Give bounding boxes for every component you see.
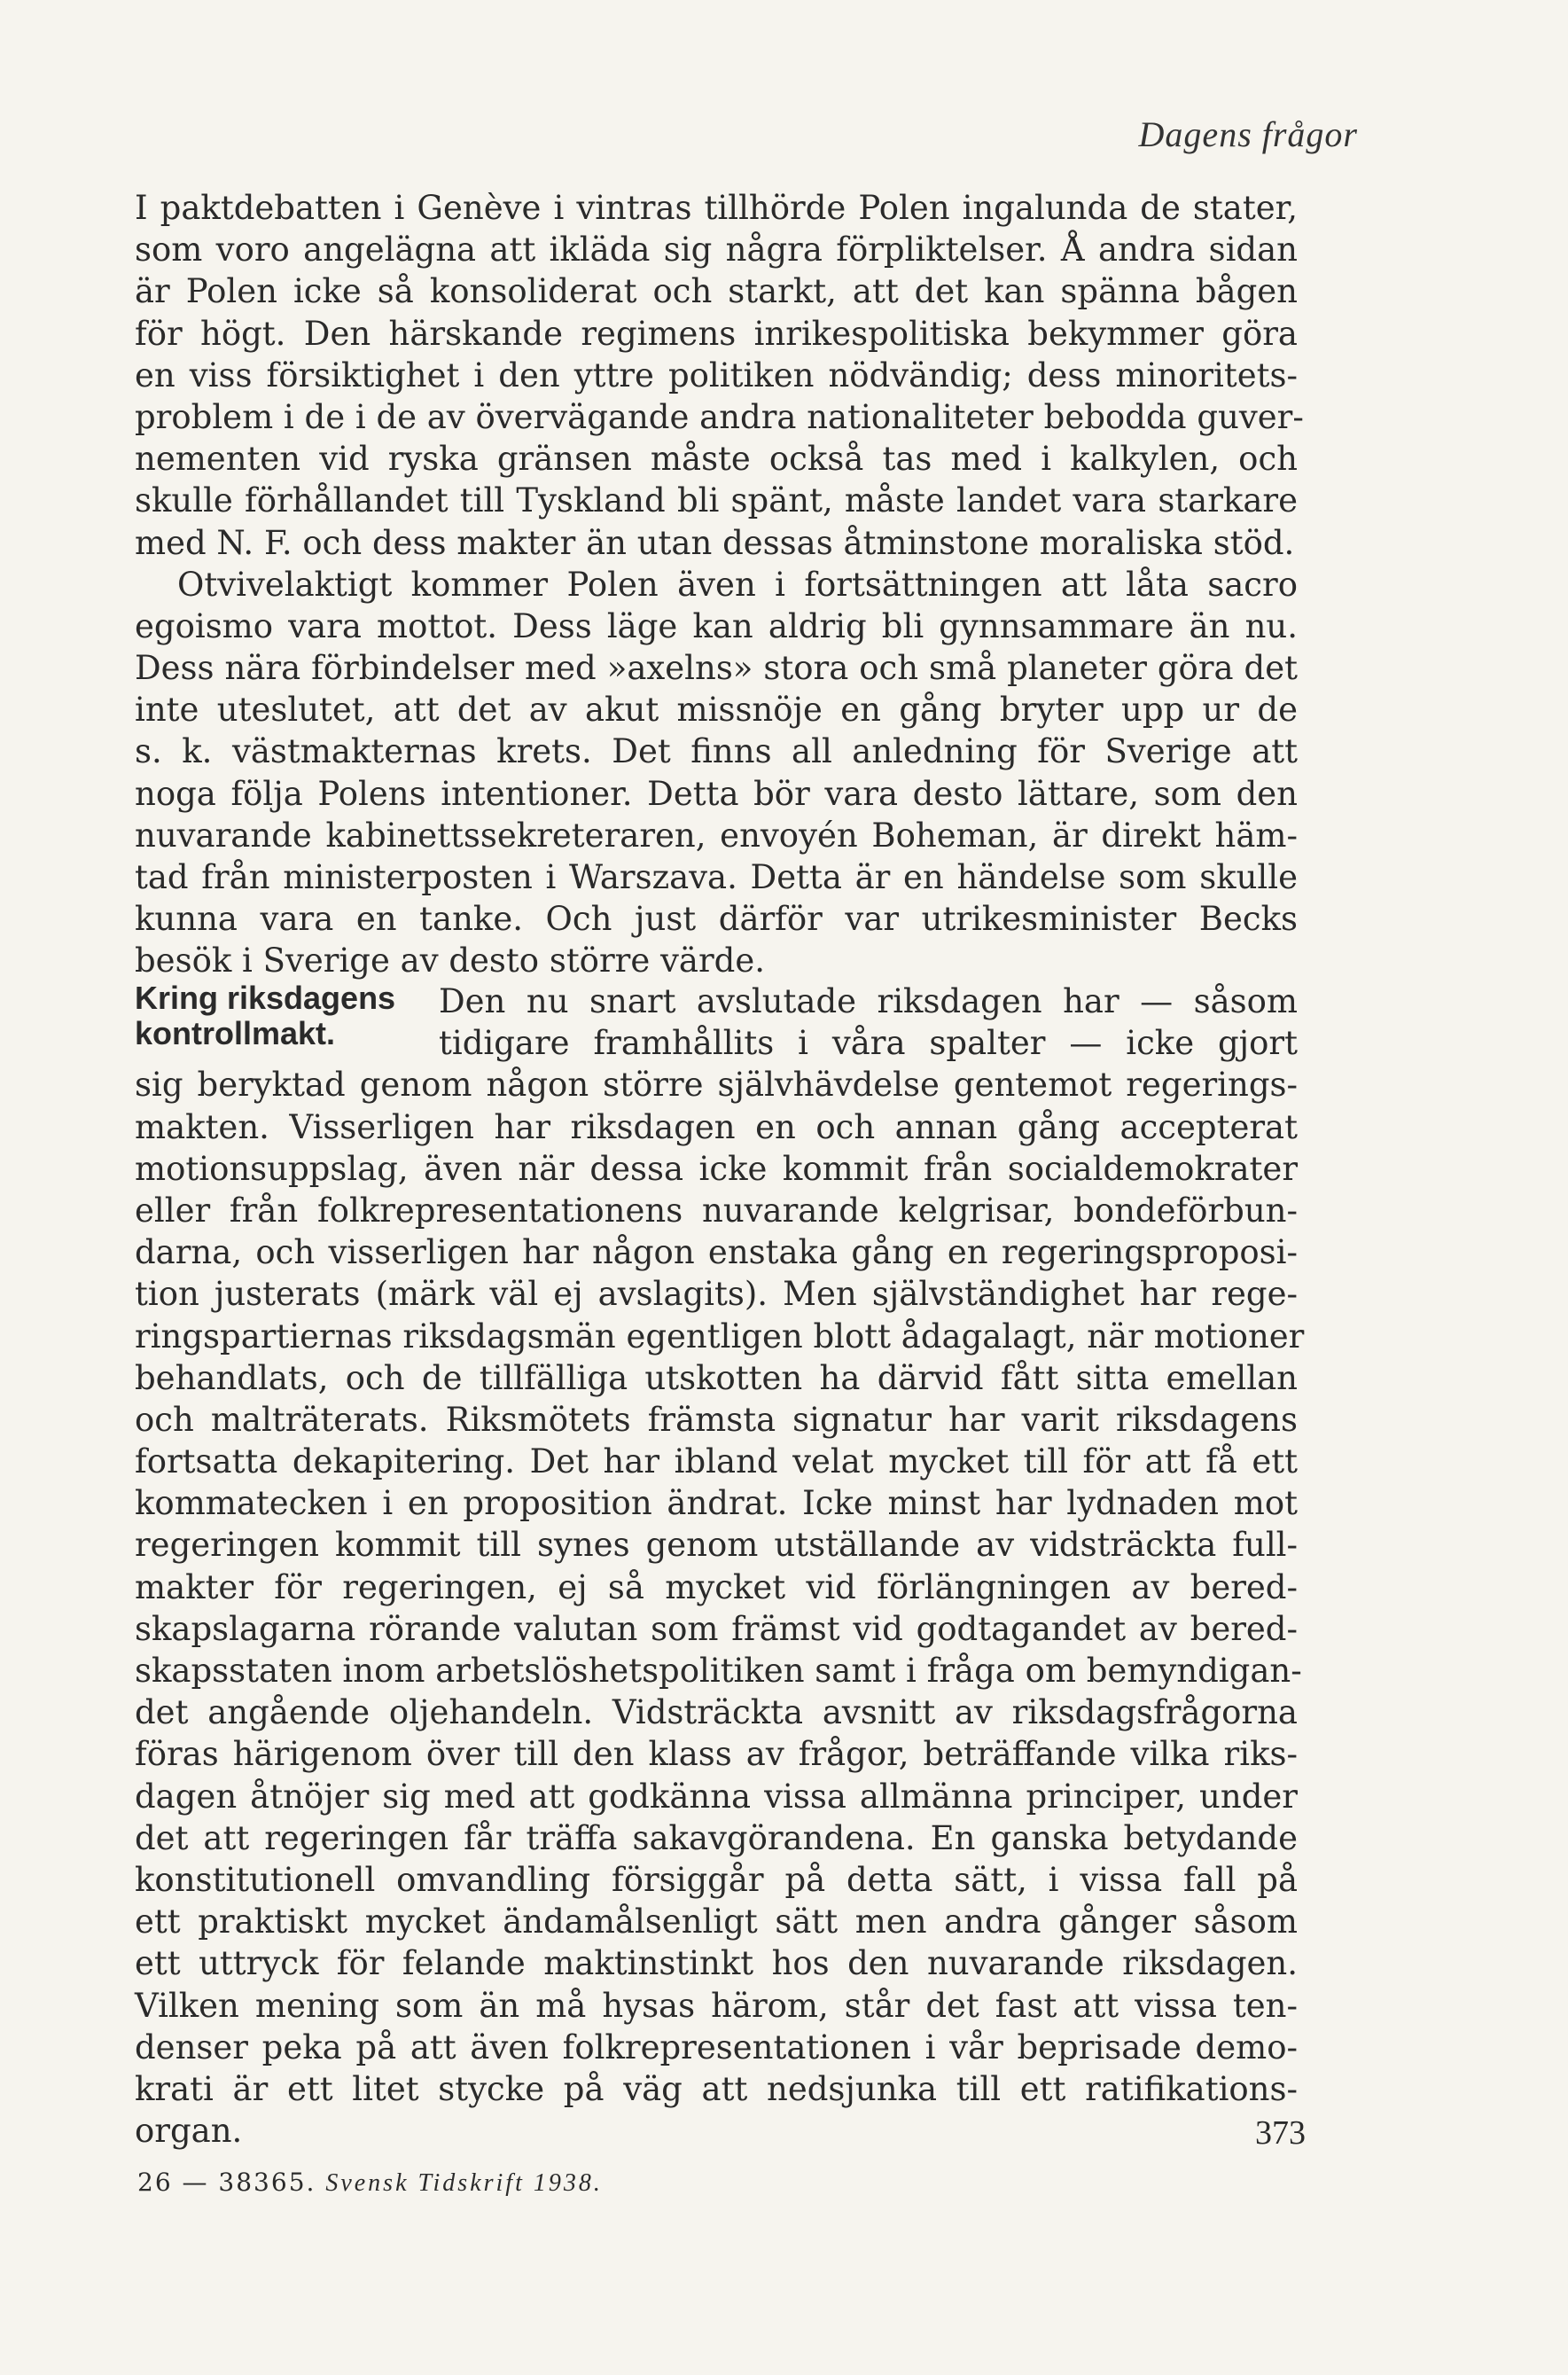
text-line: krati är ett litet stycke på väg att nedsjunka till ett ratifikations- — [135, 2069, 1298, 2108]
text-line: ringspartiernas riksdagsmän egentligen blott ådagalagt, när motioner — [135, 1316, 1305, 1355]
text-line: besök i Sverige av desto större värde. — [135, 941, 765, 980]
text-line: ett uttryck för felande maktinstinkt hos den nuvarande riksdagen. — [135, 1944, 1298, 1983]
source-title: Svensk Tidskrift 1938. — [325, 2169, 603, 2197]
text-line: dagen åtnöjer sig med att godkänna vissa allmänna principer, under — [135, 1777, 1298, 1816]
text-line: behandlats, och de tillfälliga utskotten ha därvid fått sitta emellan — [135, 1358, 1298, 1397]
text-line: tad från ministerposten i Warszava. Detta är en händelse som skulle — [135, 858, 1298, 896]
text-line: konstitutionell omvandling försiggår på detta sätt, i vissa fall på — [135, 1860, 1298, 1899]
paragraph-riksdagen — [135, 1064, 1305, 2152]
signature-number: 26 — 38365. — [137, 2168, 316, 2197]
text-line: egoismo vara mottot. Dess läge kan aldrig bli gynnsammare än nu. — [135, 606, 1298, 645]
text-line: darna, och visserligen har någon enstaka gång en regeringsproposi- — [135, 1233, 1298, 1272]
printer-signature — [137, 2168, 603, 2198]
paragraph-polen-2 — [135, 564, 1298, 982]
text-line: skapsstaten inom arbetslöshetspolitiken samt i fråga om bemyndigan- — [135, 1652, 1302, 1690]
text-line: Otvivelaktigt kommer Polen även i fortsättningen att låta sacro — [177, 565, 1298, 604]
text-line: motionsuppslag, även när dessa icke kommit från socialdemokrater — [135, 1149, 1298, 1188]
running-head: Dagens frågor — [1138, 114, 1358, 154]
text-line: skapslagarna rörande valutan som främst vid godtagandet av bered- — [135, 1609, 1298, 1648]
text-line: för högt. Den härskande regimens inrikespolitiska bekymmer göra — [135, 314, 1298, 353]
text-line: noga följa Polens intentioner. Detta bör vara desto lättare, som den — [135, 774, 1298, 813]
text-line: är Polen icke så konsoliderat och starkt, att det kan spänna bågen — [135, 272, 1298, 311]
text-line: makter för regeringen, ej så mycket vid förlängningen av bered- — [135, 1567, 1298, 1606]
text-line: som voro angelägna att ikläda sig några förpliktelser. Å andra sidan — [135, 230, 1298, 270]
text-line: s. k. västmakternas krets. Det finns all anledning för Sverige att — [135, 732, 1298, 771]
text-line: föras härigenom över till den klass av frågor, beträffande vilka riks- — [135, 1735, 1298, 1774]
section-heading-line2: kontrollmakt. — [135, 1015, 336, 1051]
section-riksdagen — [135, 980, 1305, 2152]
section-heading-line1: Kring riksdagens — [135, 980, 396, 1016]
text-line: I paktdebatten i Genève i vintras tillhörde Polen ingalunda de stater, — [135, 189, 1298, 227]
text-line: det angående oljehandeln. Vidsträckta avsnitt av riksdagsfrågorna — [135, 1693, 1298, 1732]
text-line: inte uteslutet, att det av akut missnöje en gång bryter upp ur de — [135, 691, 1298, 730]
text-line: tion justerats (märk väl ej avslagits). Men självständighet har rege- — [135, 1275, 1298, 1314]
text-line: nementen vid ryska gränsen måste också tas med i kalkylen, och — [135, 440, 1298, 479]
text-line: sig beryktad genom någon större självhävdelse gentemot regerings- — [135, 1066, 1298, 1105]
text-line: Vilken mening som än må hysas härom, står det fast att vissa ten- — [135, 1986, 1298, 2025]
text-line: organ. — [135, 2112, 243, 2151]
text-line: regeringen kommit till synes genom utställande av vidsträckta full- — [135, 1526, 1298, 1565]
text-line: eller från folkrepresentationens nuvarande kelgrisar, bondeförbun- — [135, 1191, 1298, 1230]
text-line: denser peka på att även folkrepresentationen i vår beprisade demo- — [135, 2027, 1298, 2066]
text-line: Dess nära förbindelser med »axelns» stora och små planeter göra det — [135, 649, 1298, 688]
text-line: kommatecken i en proposition ändrat. Icke minst har lydnaden mot — [135, 1484, 1298, 1523]
text-line: nuvarande kabinettssekreteraren, envoyén Boheman, är direkt häm- — [135, 816, 1298, 855]
text-line: Den nu snart avslutade riksdagen har — såsom — [439, 982, 1298, 1020]
article-body-top — [135, 187, 1304, 982]
text-line: med N. F. och dess makter än utan dessas åtminstone moraliska stöd. — [135, 523, 1295, 562]
text-line: det att regeringen får träffa sakavgörandena. En ganska betydande — [135, 1818, 1298, 1857]
text-line: och malträterats. Riksmötets främsta signatur har varit riksdagens — [135, 1400, 1298, 1439]
text-line: makten. Visserligen har riksdagen en och annan gång accepterat — [135, 1107, 1298, 1146]
section-heading — [135, 980, 418, 1051]
text-line: fortsatta dekapitering. Det har ibland velat mycket till för att få ett — [135, 1442, 1298, 1481]
text-line: skulle förhållandet till Tyskland bli spänt, måste landet vara starkare — [135, 481, 1298, 520]
text-line: ett praktiskt mycket ändamålsenligt sätt men andra gånger såsom — [135, 1902, 1298, 1941]
text-line: en viss försiktighet i den yttre politiken nödvändig; dess minoritets- — [135, 355, 1298, 395]
text-line: kunna vara en tanke. Och just därför var utrikesminister Becks — [135, 900, 1298, 939]
paragraph-polen-1 — [135, 187, 1304, 564]
text-line: problem i de i de av övervägande andra nationaliteter bebodda guver- — [135, 397, 1304, 436]
page-number: 373 — [1255, 2114, 1306, 2152]
text-line: tidigare framhållits i våra spalter — icke gjort — [439, 1024, 1298, 1063]
